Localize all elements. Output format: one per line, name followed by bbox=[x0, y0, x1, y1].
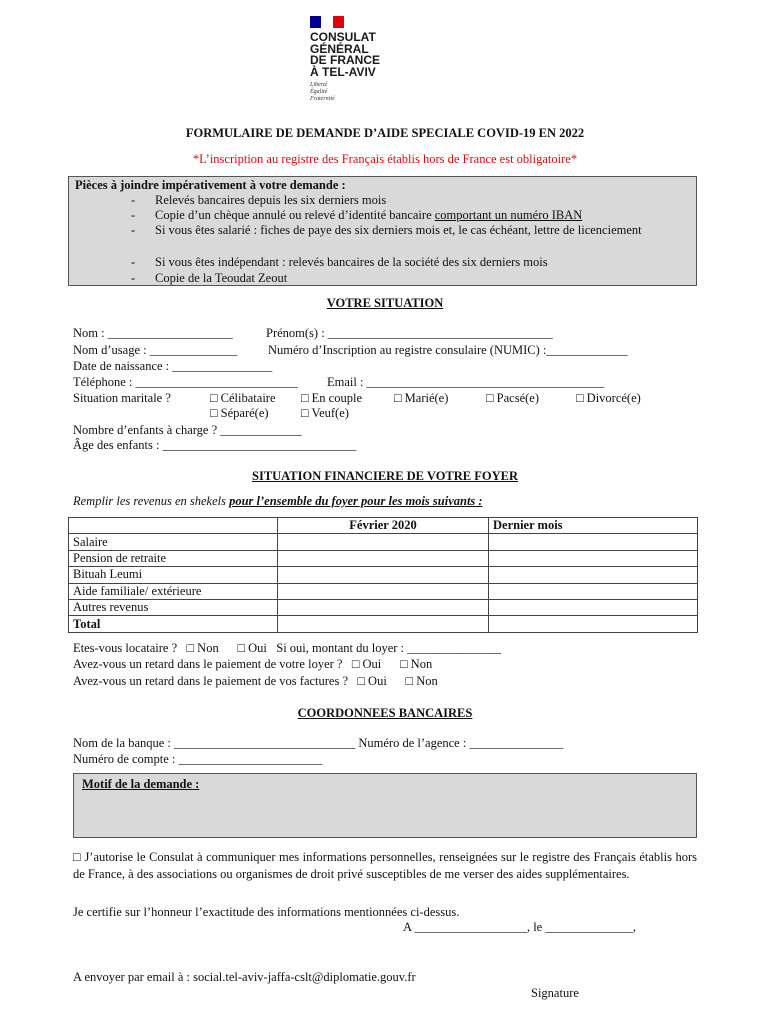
nom-usage-field[interactable]: Nom d’usage : ______________ bbox=[73, 343, 238, 357]
section-financial-heading: SITUATION FINANCIERE DE VOTRE FOYER bbox=[252, 469, 518, 483]
table-row bbox=[69, 616, 698, 632]
marital-option-veuf[interactable]: □ Veuf(e) bbox=[301, 406, 349, 420]
input-cell[interactable] bbox=[489, 567, 698, 583]
request-reason-label: Motif de la demande : bbox=[82, 777, 200, 791]
input-cell[interactable] bbox=[489, 550, 698, 566]
input-cell[interactable] bbox=[278, 616, 489, 632]
input-cell[interactable] bbox=[278, 550, 489, 566]
input-cell[interactable] bbox=[278, 599, 489, 615]
table-header-cell bbox=[69, 518, 278, 534]
birthdate-field[interactable]: Date de naissance : ________________ bbox=[73, 359, 273, 373]
table-header-cell: Dernier mois bbox=[489, 518, 698, 534]
financial-instruction: Remplir les revenus en shekels pour l’ensemble du foyer pour les mois suivants : bbox=[73, 494, 483, 508]
table-row bbox=[69, 567, 698, 583]
marital-option-pacse[interactable]: □ Pacsé(e) bbox=[486, 391, 540, 405]
logo-line: GÉNÉRAL bbox=[310, 41, 369, 56]
marital-option-celibataire[interactable]: □ Célibataire bbox=[210, 391, 276, 405]
input-cell[interactable] bbox=[278, 583, 489, 599]
income-table bbox=[68, 517, 698, 633]
signature-label: Signature bbox=[531, 986, 579, 1000]
table-header-row bbox=[69, 518, 698, 534]
french-flag-icon bbox=[310, 16, 344, 28]
section-bank-heading: COORDONNEES BANCAIRES bbox=[297, 706, 473, 720]
input-cell[interactable] bbox=[489, 534, 698, 550]
marital-label: Situation maritale ? bbox=[73, 391, 171, 405]
table-row bbox=[69, 583, 698, 599]
section-situation-heading: VOTRE SITUATION bbox=[326, 296, 444, 310]
marital-option-marie[interactable]: □ Marié(e) bbox=[394, 391, 449, 405]
row-label: Aide familiale/ extérieure bbox=[69, 583, 278, 599]
place-date-field[interactable]: A __________________, le ______________, bbox=[403, 920, 636, 934]
consulate-logo bbox=[310, 16, 400, 103]
row-label: Salaire bbox=[69, 534, 278, 550]
marital-option-couple[interactable]: □ En couple bbox=[301, 391, 363, 405]
logo-line: À TEL-AVIV bbox=[310, 64, 376, 79]
prenom-field[interactable]: Prénom(s) : ____________________________________ bbox=[266, 326, 553, 340]
table-row bbox=[69, 599, 698, 615]
telephone-field[interactable]: Téléphone : __________________________ bbox=[73, 375, 298, 389]
form-title: FORMULAIRE DE DEMANDE D’AIDE SPECIALE COVID-19 EN 2022 bbox=[185, 126, 585, 140]
numic-field[interactable]: Numéro d’Inscription au registre consulaire (NUMIC) :_____________ bbox=[268, 343, 628, 357]
motto-line: Égalité bbox=[310, 89, 328, 95]
table-row bbox=[69, 534, 698, 550]
bills-delay-question[interactable]: Avez-vous un retard dans le paiement de vos factures ? □ Oui □ Non bbox=[73, 674, 438, 688]
logo-line: CONSULAT bbox=[310, 30, 376, 44]
children-age-field[interactable]: Âge des enfants : _______________________________ bbox=[73, 438, 357, 452]
email-field[interactable]: Email : ______________________________________ bbox=[327, 375, 605, 389]
input-cell[interactable] bbox=[278, 567, 489, 583]
iban-emphasis: comportant un numéro IBAN bbox=[434, 208, 583, 222]
marital-option-separe[interactable]: □ Séparé(e) bbox=[210, 406, 269, 420]
bank-name-field[interactable]: Nom de la banque : _____________________________ Numéro de l’agence : _______________ bbox=[73, 736, 564, 750]
row-label: Bituah Leumi bbox=[69, 567, 278, 583]
consent-checkbox-text[interactable]: □ J’autorise le Consulat à communiquer mes informations personnelles, renseignées sur le registre des Français établis hors de France, à des associations ou organismes de droit privé susceptibles de me verser des aides supplémentaires. bbox=[73, 850, 697, 881]
motto-line: Liberté bbox=[310, 82, 328, 88]
email-instruction: A envoyer par email à : social.tel-aviv-jaffa-cslt@diplomatie.gouv.fr bbox=[73, 970, 416, 984]
row-label: Total bbox=[69, 616, 278, 632]
children-count-field[interactable]: Nombre d’enfants à charge ? _____________ bbox=[73, 423, 302, 437]
input-cell[interactable] bbox=[489, 599, 698, 615]
request-reason-box[interactable] bbox=[73, 773, 697, 838]
table-header-cell: Février 2020 bbox=[278, 518, 489, 534]
logo-line: DE FRANCE bbox=[310, 53, 381, 67]
row-label: Autres revenus bbox=[69, 599, 278, 615]
certification-text: Je certifie sur l’honneur l’exactitude des informations mentionnées ci-dessus. bbox=[73, 905, 460, 919]
registration-notice: *L’inscription au registre des Français établis hors de France est obligatoire* bbox=[192, 152, 578, 166]
input-cell[interactable] bbox=[278, 534, 489, 550]
rent-question[interactable]: Etes-vous locataire ? □ Non □ Oui Si oui, montant du loyer : _______________ bbox=[73, 641, 501, 655]
input-cell[interactable] bbox=[489, 583, 698, 599]
motto-line: Fraternité bbox=[310, 96, 335, 102]
row-label: Pension de retraite bbox=[69, 550, 278, 566]
documents-heading: Pièces à joindre impérativement à votre demande : bbox=[75, 178, 346, 192]
documents-box: Pièces à joindre impérativement à votre demande : - Relevés bancaires depuis les six derniers mois - Copie d’un chèque annulé ou relevé d’identité bancaire comportant un numéro IBAN - Si vous êtes salarié : fiches de paye des six derniers mois et, le cas échéant, lettre de licenciement - Si vous êtes indépendant : relevés bancaires de la société des six derniers mois - Copie de la Teoudat Zeout bbox=[68, 176, 697, 286]
marital-option-divorce[interactable]: □ Divorcé(e) bbox=[576, 391, 641, 405]
rent-delay-question[interactable]: Avez-vous un retard dans le paiement de votre loyer ? □ Oui □ Non bbox=[73, 657, 433, 671]
account-number-field[interactable]: Numéro de compte : _______________________ bbox=[73, 752, 323, 766]
input-cell[interactable] bbox=[489, 616, 698, 632]
nom-field[interactable]: Nom : ____________________ bbox=[73, 326, 233, 340]
table-row bbox=[69, 550, 698, 566]
